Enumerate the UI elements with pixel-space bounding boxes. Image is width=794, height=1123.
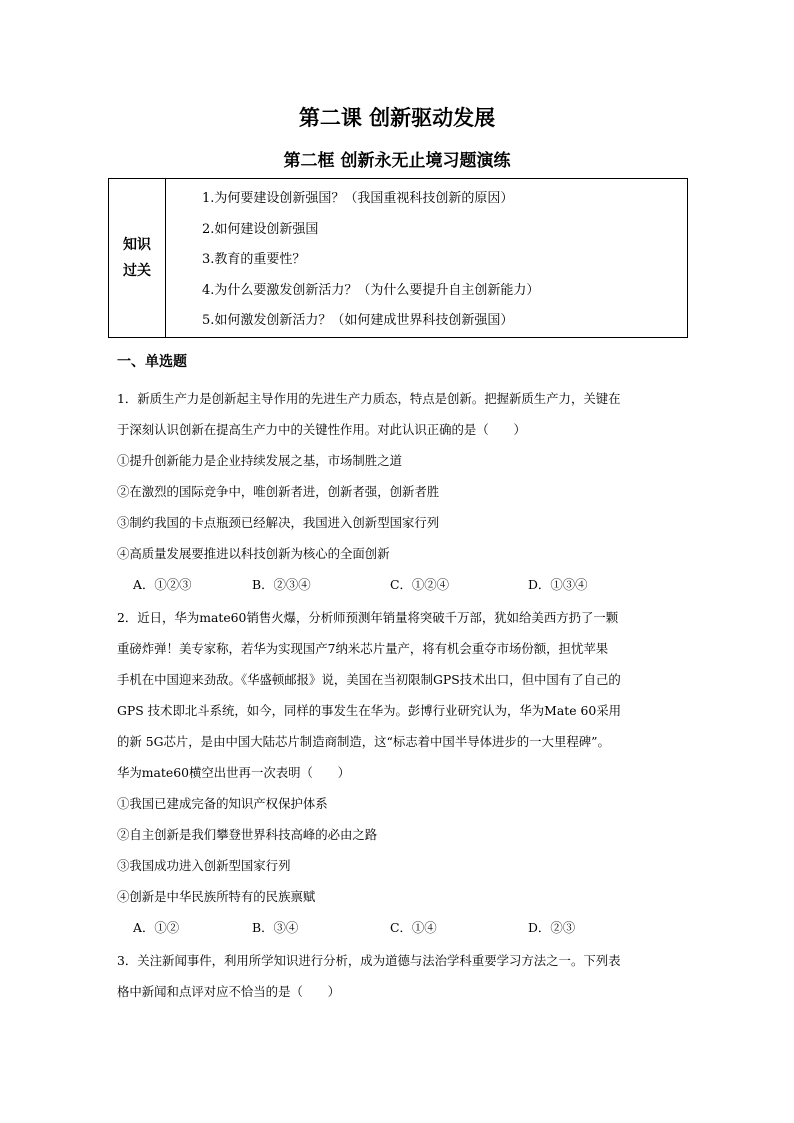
knowledge-items — [166, 179, 688, 338]
answer-option[interactable]: B．③④ — [252, 920, 299, 935]
statement-line: ②自主创新是我们攀登世界科技高峰的必由之路 — [117, 827, 378, 842]
answer-option[interactable]: A．①②③ — [133, 577, 192, 592]
question-line: 手机在中国迎来劲敌。《华盛顿邮报》说，美国在当初限制GPS技术出口，但中国有了自己的 — [117, 672, 621, 687]
knowledge-label-line2: 过关 — [123, 262, 151, 279]
statement-line: ①提升创新能力是企业持续发展之基，市场制胜之道 — [117, 453, 402, 468]
statement-line: ②在激烈的国际竞争中，唯创新者进，创新者强，创新者胜 — [117, 484, 440, 499]
knowledge-label-line1: 知识 — [123, 236, 151, 253]
question-line: 3．关注新闻事件，利用所学知识进行分析，成为道德与法治学科重要学习方法之一。下列表 — [117, 953, 621, 968]
answer-option[interactable]: C．①②④ — [390, 577, 450, 592]
statement-line: ④高质量发展要推进以科技创新为核心的全面创新 — [117, 546, 390, 561]
answer-option[interactable]: B．②③④ — [252, 577, 311, 592]
question-line: 华为mate60横空出世再一次表明（ ） — [117, 765, 351, 780]
question-line: 格中新闻和点评对应不恰当的是（ ） — [117, 984, 341, 999]
answer-option[interactable]: D．①③④ — [528, 577, 588, 592]
section-heading: 一、单选题 — [117, 354, 187, 370]
knowledge-item: 4.为什么要激发创新活力？（为什么要提升自主创新能力） — [202, 282, 540, 298]
knowledge-table — [108, 178, 688, 338]
question-line: 的新 5G芯片，是由中国大陆芯片制造商制造，这“标志着中国半导体进步的一大里程碑”。 — [117, 734, 610, 749]
knowledge-label — [109, 179, 166, 338]
statement-line: ④创新是中华民族所特有的民族禀赋 — [117, 889, 316, 904]
statement-line: ③制约我国的卡点瓶颈已经解决，我国进入创新型国家行列 — [117, 515, 440, 530]
knowledge-item: 2.如何建设创新强国 — [202, 221, 319, 237]
statement-line: ①我国已建成完备的知识产权保护体系 — [117, 796, 328, 811]
answer-option[interactable]: A．①② — [133, 920, 180, 935]
question-line: GPS 技术即北斗系统，如今，同样的事发生在华为。彭博行业研究认为，华为Mate 60采用 — [117, 703, 622, 718]
knowledge-item: 5.如何激发创新活力？（如何建成世界科技创新强国） — [202, 313, 514, 328]
knowledge-item: 1.为何要建设创新强国？（我国重视科技创新的原因） — [202, 191, 514, 206]
lesson-subtitle: 第二框 创新永无止境习题演练 — [283, 151, 511, 171]
answer-option[interactable]: D．②③ — [528, 920, 576, 935]
answer-option[interactable]: C．①④ — [390, 920, 437, 935]
question-line: 重磅炸弹！美专家称，若华为实现国产7纳米芯片量产，将有机会重夺市场份额，担忧苹果 — [117, 641, 609, 656]
question-line: 于深刻认识创新在提高生产力中的关键性作用。对此认识正确的是（ ） — [117, 422, 526, 437]
knowledge-item: 3.教育的重要性？ — [202, 252, 306, 267]
question-line: 1．新质生产力是创新起主导作用的先进生产力质态，特点是创新。把握新质生产力，关键在 — [117, 391, 621, 406]
lesson-title: 第二课 创新驱动发展 — [298, 106, 496, 130]
statement-line: ③我国成功进入创新型国家行列 — [117, 858, 291, 873]
question-line: 2．近日，华为mate60销售火爆，分析师预测年销量将突破千万部，犹如给美西方扔了一颗 — [117, 610, 619, 625]
